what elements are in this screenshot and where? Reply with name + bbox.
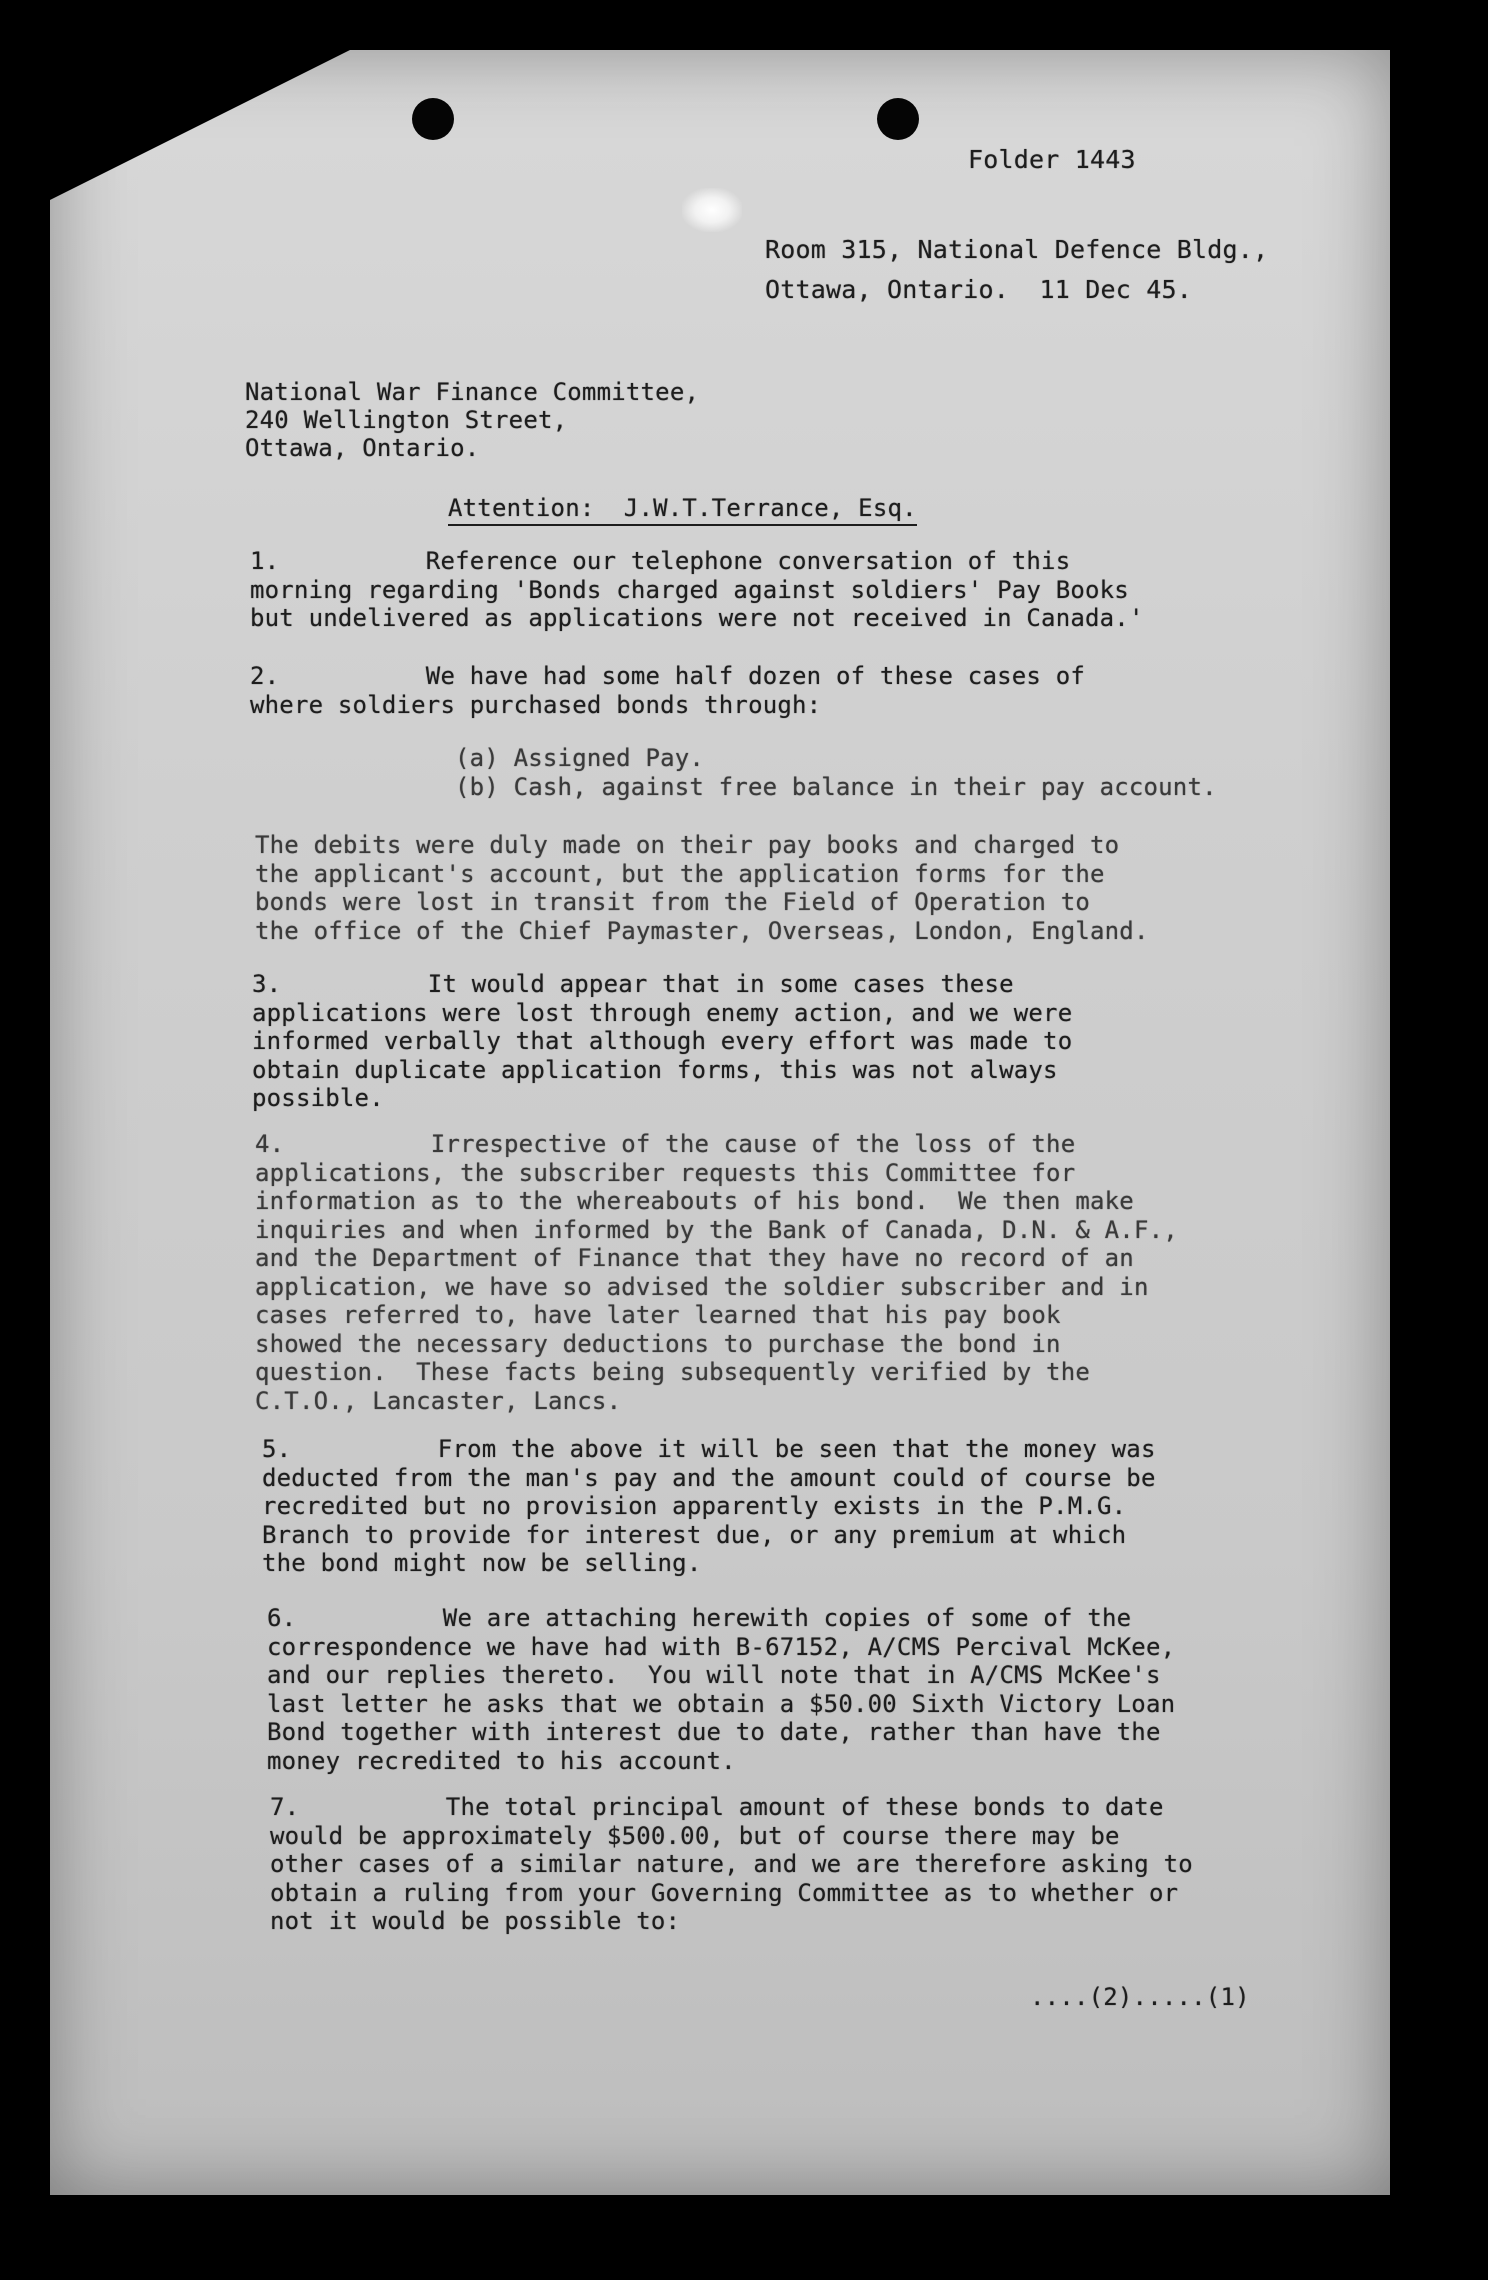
sender-address-line-1: Room 315, National Defence Bldg., xyxy=(765,235,1269,264)
recipient-address xyxy=(245,378,699,462)
folder-number: Folder 1443 xyxy=(968,145,1136,174)
paper-tear-mark xyxy=(682,188,742,232)
attention-line: Attention: J.W.T.Terrance, Esq. xyxy=(448,494,917,526)
paragraph-1: 1. Reference our telephone conversation of this morning regarding 'Bonds charged against soldiers' Pay Books but undelivered as applications were not received in Canada.' xyxy=(250,547,1144,632)
paragraph-7: 7. The total principal amount of these bonds to date would be approximately $500.00, but of course there may be other cases of a similar nature, and we are therefore asking to obtain a ruling from your Governing Committee as to whether or not it would be possible to: xyxy=(270,1793,1193,1935)
sender-address xyxy=(765,230,1268,310)
paragraph-2-list: (a) Assigned Pay. (b) Cash, against free balance in their pay account. xyxy=(455,744,1217,801)
sender-address-line-2: Ottawa, Ontario. 11 Dec 45. xyxy=(765,275,1193,304)
paragraph-4: 4. Irrespective of the cause of the loss of the applications, the subscriber requests this Committee for information as to the whereabouts of his bond. We then make inquiries and when informed by the Bank of Canada, D.N. & A.F., and the Department of Finance that they have no record of an application, we have so advised the soldier subscriber and in cases referred to, have later learned that his pay book showed the necessary deductions to purchase the bond in question. These facts being subsequently verified by the C.T.O., Lancaster, Lancs. xyxy=(255,1130,1178,1415)
paragraph-5: 5. From the above it will be seen that the money was deducted from the man's pay and the amount could of course be recredited but no provision apparently exists in the P.M.G. Branch to provide for interest due, or any premium at which the bond might now be selling. xyxy=(262,1435,1156,1577)
recipient-line-3: Ottawa, Ontario. xyxy=(245,434,480,462)
punch-hole-right xyxy=(877,98,919,140)
punch-hole-left xyxy=(412,98,454,140)
paragraph-2: 2. We have had some half dozen of these cases of where soldiers purchased bonds through: xyxy=(250,662,1086,719)
paragraph-3: 3. It would appear that in some cases these applications were lost through enemy action, and we were informed verbally that although every effort was made to obtain duplicate application forms, this was not always possible. xyxy=(252,970,1073,1112)
page-continuation-marker: ....(2).....(1) xyxy=(1030,1983,1250,2011)
paragraph-6: 6. We are attaching herewith copies of some of the correspondence we have had with B-67152, A/CMS Percival McKee, and our replies thereto. You will note that in A/CMS McKee's last letter he asks that we obtain a $50.00 Sixth Victory Loan Bond together with interest due to date, rather than have the money recredited to his account. xyxy=(267,1604,1176,1775)
recipient-line-2: 240 Wellington Street, xyxy=(245,406,568,434)
paragraph-2-continued: The debits were duly made on their pay books and charged to the applicant's account, but the application forms for the bonds were lost in transit from the Field of Operation to the office of the Chief Paymaster, Overseas, London, England. xyxy=(255,831,1149,945)
recipient-line-1: National War Finance Committee, xyxy=(245,378,700,406)
